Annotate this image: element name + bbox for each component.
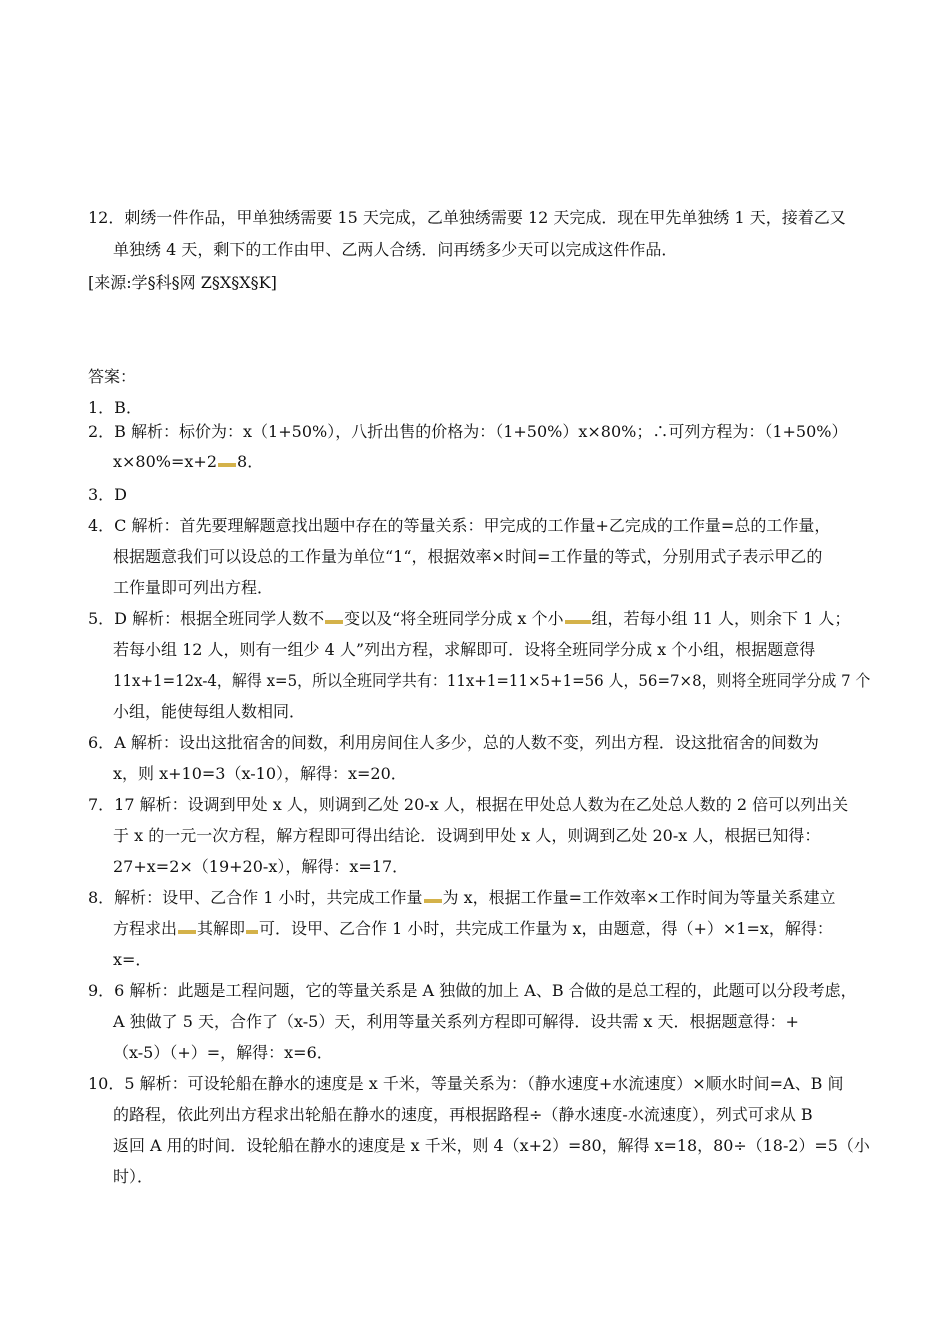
answer-4-line-3: 工作量即可列出方程． <box>113 578 274 597</box>
answer-8-text-d: 其解即 <box>197 919 246 938</box>
answer-5-text-c: 组，若每小组 11 人，则余下 1 人； <box>591 609 851 628</box>
answer-6-line-2: x，则 x+10=3（x-10），解得：x=20． <box>113 764 407 783</box>
answer-3: 3．D <box>88 485 128 504</box>
question-12-line-1: 12．刺绣一件作品，甲单独绣需要 15 天完成，乙单独绣需要 12 天完成．现在甲先单独绣 1 天，接着乙又 <box>88 208 846 227</box>
highlight-mark <box>565 620 591 624</box>
answer-2-text-b: 8． <box>237 452 264 471</box>
answer-7-line-1: 7．17 解析：设调到甲处 x 人，则调到乙处 20-x 人，根据在甲处总人数为在乙处总人数的 2 倍可以列出关 <box>88 795 849 814</box>
highlight-mark <box>424 899 442 903</box>
answer-10-line-1: 10．5 解析：可设轮船在静水的速度是 x 千米，等量关系为：（静水速度+水流速度）×顺水时间=A、B 间 <box>88 1074 844 1093</box>
answer-2-text-a: x×80%=x+2 <box>113 452 218 471</box>
answer-8-line-1 <box>88 888 835 908</box>
answer-8-text-c: 方程求出 <box>113 919 178 938</box>
answer-10-line-4: 时）． <box>113 1167 154 1186</box>
answer-9-line-1: 9．6 解析：此题是工程问题，它的等量关系是 A 独做的加上 A、B 合做的是总工程的，此题可以分段考虑， <box>88 981 857 1000</box>
answer-4-line-1: 4．C 解析：首先要理解题意找出题中存在的等量关系：甲完成的工作量+乙完成的工作量=总的工作量， <box>88 516 831 535</box>
answer-10-line-3: 返回 A 用的时间．设轮船在静水的速度是 x 千米，则 4（x+2）=80，解得 x=18，80÷（18-2）=5（小 <box>113 1136 870 1155</box>
answer-8-line-3: x=． <box>113 950 152 969</box>
answer-9-line-3: （x-5）（+）=，解得：x=6． <box>113 1043 333 1062</box>
highlight-mark <box>218 463 236 467</box>
highlight-mark <box>246 930 258 934</box>
highlight-mark <box>178 930 196 934</box>
answer-10-line-2: 的路程，依此列出方程求出轮船在静水的速度，再根据路程÷（静水速度-水流速度），列式可求从 B <box>113 1105 813 1124</box>
answer-5-line-4: 小组，能使每组人数相同． <box>113 702 306 721</box>
answer-4-line-2: 根据题意我们可以设总的工作量为单位“1“，根据效率×时间=工作量的等式，分别用式子表示甲乙的 <box>113 547 823 566</box>
answer-7-line-2: 于 x 的一元一次方程，解方程即可得出结论．设调到甲处 x 人，则调到乙处 20-x 人，根据已知得： <box>113 826 821 845</box>
source-note: [来源:学§科§网 Z§X§X§K] <box>88 273 277 292</box>
answer-7-line-3: 27+x=2×（19+20-x），解得：x=17． <box>113 857 409 876</box>
answer-5-text-a: 5．D 解析：根据全班同学人数不 <box>88 609 325 628</box>
answer-8-text-e: 可．设甲、乙合作 1 小时，共完成工作量为 x，由题意，得（+）×1=x，解得： <box>259 919 833 938</box>
answer-2-line-1: 2．B 解析：标价为：x（1+50%），八折出售的价格为：（1+50%）x×80%；∴可列方程为：（1+50%） <box>88 422 848 441</box>
answer-5-line-1 <box>88 609 850 629</box>
answer-5-text-b: 变以及“将全班同学分成 x 个小 <box>344 609 564 628</box>
answer-1: 1．B． <box>88 398 142 417</box>
answer-2-line-2 <box>113 452 263 472</box>
answer-5-line-3: 11x+1=12x-4，解得 x=5，所以全班同学共有：11x+1=11×5+1=56 人，56=7×8，则将全班同学分成 7 个 <box>113 671 871 690</box>
answer-8-line-2 <box>113 919 833 939</box>
answers-heading: 答案： <box>88 367 137 386</box>
answer-8-text-a: 8．解析：设甲、乙合作 1 小时，共完成工作量 <box>88 888 423 907</box>
answer-6-line-1: 6．A 解析：设出这批宿舍的间数，利用房间住人多少，总的人数不变，列出方程．设这批宿舍的间数为 <box>88 733 819 752</box>
answer-8-text-b: 为 x，根据工作量=工作效率×工作时间为等量关系建立 <box>442 888 836 907</box>
answer-5-line-2: 若每小组 12 人，则有一组少 4 人”列出方程，求解即可．设将全班同学分成 x 个小组，根据题意得 <box>113 640 816 659</box>
question-12-line-2: 单独绣 4 天，剩下的工作由甲、乙两人合绣．问再绣多少天可以完成这件作品． <box>113 240 678 259</box>
answer-9-line-2: A 独做了 5 天，合作了（x-5）天，利用等量关系列方程即可解得．设共需 x 天．根据题意得：+ <box>113 1012 799 1031</box>
highlight-mark <box>325 620 343 624</box>
